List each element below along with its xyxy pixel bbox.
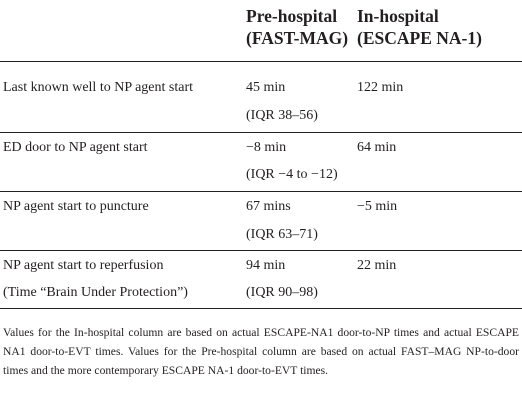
header-divider (0, 61, 522, 62)
header-in-hospital-line1: In-hospital (357, 6, 439, 26)
row-3-in-value: −5 min (357, 199, 398, 214)
header-pre-hospital-line1: Pre-hospital (246, 6, 338, 26)
row-2-divider (0, 191, 522, 192)
row-2-pre-iqr: (IQR −4 to −12) (246, 167, 338, 182)
row-3-pre-iqr: (IQR 63–71) (246, 227, 318, 242)
header-pre-hospital-line2: (FAST-MAG) (246, 28, 349, 48)
table-footnote: Values for the In-hospital column are based on actual ESCAPE-NA1 door-to-NP times and actual ESCAPE NA1 door-to-EVT times. Values for the Pre-hospital column are based on actual FAST–MAG NP-to-door times and the more contemporary ESCAPE NA-1 door-to-EVT times. (3, 326, 519, 377)
row-3-label: NP agent start to puncture (3, 199, 149, 214)
row-1-label: Last known well to NP agent start (3, 80, 194, 95)
row-3-pre-value: 67 mins (246, 199, 291, 214)
row-1-pre-iqr: (IQR 38–56) (246, 108, 318, 123)
row-1-in-value: 122 min (357, 80, 404, 95)
row-3-divider (0, 250, 522, 251)
header-in-hospital-line2: (ESCAPE NA-1) (357, 28, 482, 48)
row-1-divider (0, 132, 522, 133)
row-2-label: ED door to NP agent start (3, 140, 148, 155)
table-bottom-rule (0, 308, 522, 309)
row-4-pre-iqr: (IQR 90–98) (246, 285, 318, 300)
row-4-in-value: 22 min (357, 258, 397, 273)
header-in-hospital (357, 5, 482, 49)
row-2-in-value: 64 min (357, 140, 397, 155)
row-4-pre-value: 94 min (246, 258, 286, 273)
row-1-pre-value: 45 min (246, 80, 286, 95)
row-2-pre-value: −8 min (246, 140, 287, 155)
header-pre-hospital (246, 5, 348, 49)
row-4-label: NP agent start to reperfusion (3, 258, 164, 273)
row-4-label-line2: (Time “Brain Under Protection”) (3, 285, 188, 300)
